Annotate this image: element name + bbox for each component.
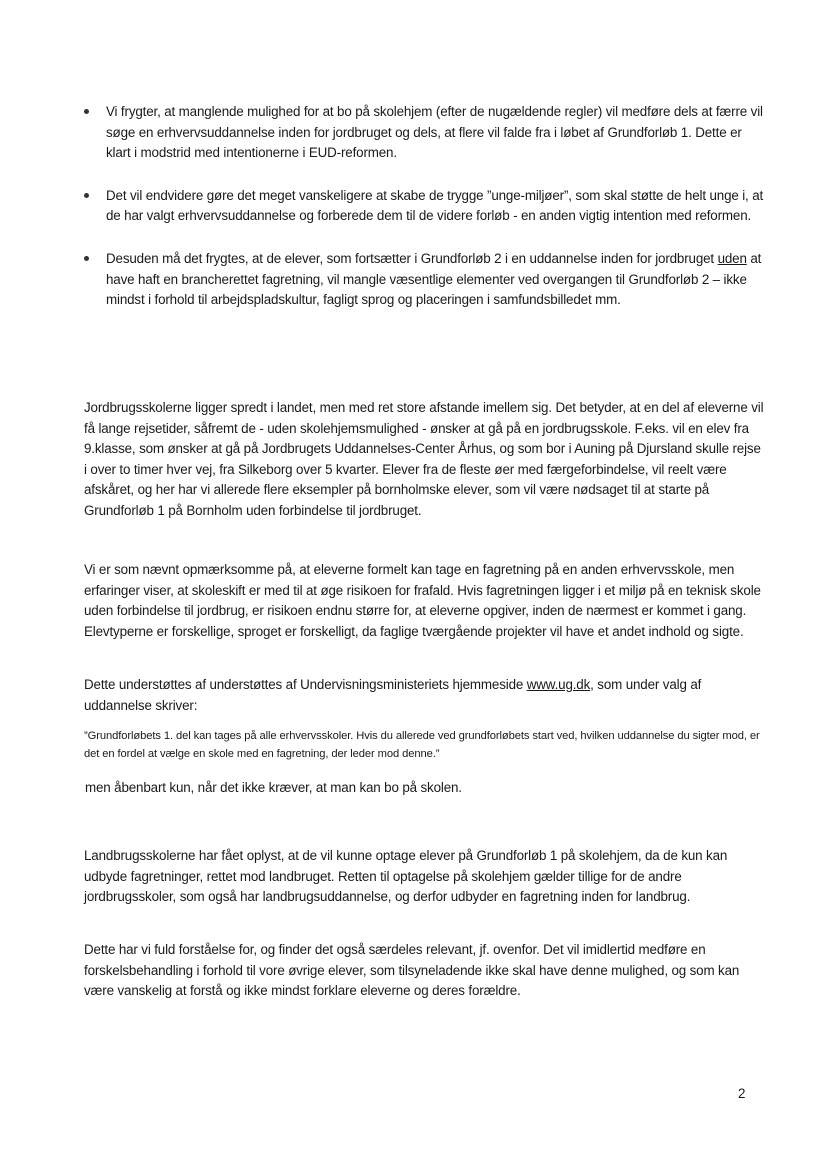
bullet-item-youth-environment [84, 186, 764, 227]
paragraph-understanding: Dette har vi fuld forståelse for, og finder det også særdeles relevant, jf. ovenfor. Det vil imidlertid medføre en forskelsbehandling i forhold til vore øvrige elever, som tilsyneladende ikke skal have denne mulighed, og som kan være vanskelig at forstå og ikke mindst forklare eleverne og deres forældre. [84, 942, 740, 999]
concerns-bullet-list [84, 102, 764, 333]
bullet-text-after: at have haft en brancherettet fagretning, vil mangle væsentlige elementer ved overgangen til Grundforløb 2 – ikke mindst i forhold til arbejdspladskultur, fagligt sprog og placeringen i samfundsbilledet mm. [106, 250, 762, 308]
bullet-icon [84, 256, 89, 261]
bullet-item-boarding [84, 102, 764, 164]
paragraph-apparently: men åbenbart kun, når det ikke kræver, at man kan bo på skolen. [85, 780, 462, 795]
paragraph-agri-schools: Landbrugsskolerne har fået oplyst, at de vil kunne optage elever på Grundforløb 1 på skolehjem, da de kun kan udbyde fagretninger, rettet mod landbruget. Retten til optagelse på skolehjem gælder tillige for de andre jordbrugsskoler, som også har landbrugsuddannelse, og derfor udbyder en fagretning inden for landbrug. [84, 848, 728, 905]
support-text-before: Dette understøttes af understøttes af Undervisningsministeriets hjemmeside [84, 677, 527, 692]
bullet-text-before: Desuden må det frygtes, at de elever, som fortsætter i Grundforløb 2 i en uddannelse inden for jordbruget [106, 250, 718, 266]
bullet-icon [84, 109, 89, 114]
paragraph-school-change: Vi er som nævnt opmærksomme på, at eleverne formelt kan tage en fagretning på en anden erhvervsskole, men erfaringer viser, at skoleskift er med til at øge risikoen for frafald. Hvis fagretningen ligger i et miljø på en teknisk skole uden forbindelse til jordbrug, er risikoen endnu større for, at eleverne opgiver, inden de nærmest er kommet i gang. Elevtyperne er forskellige, sproget er forskelligt, da faglige tværgående projekter vil have et andet indhold og sigte. [84, 562, 761, 639]
ug-dk-link[interactable]: www.ug.dk [526, 677, 591, 692]
underlined-word: uden [717, 250, 747, 266]
bullet-item-grundforloeb-2 [84, 249, 764, 311]
bullet-icon [84, 193, 89, 198]
quote-block: ”Grundforløbets 1. del kan tages på alle erhvervsskoler. Hvis du allerede ved grundforløbets start ved, hvilken uddannelse du sigter mod, er det en fordel at vælge en skole med en fagretning, der leder mod denne.” [84, 730, 760, 760]
bullet-text [106, 251, 761, 307]
bullet-text: Det vil endvidere gøre det meget vanskeligere at skabe de trygge ”unge-miljøer”, som skal støtte de helt unge i, at de har valgt erhvervsuddannelse og forberede dem til de videre forløb - en anden vigtig intention med reformen. [106, 187, 764, 224]
paragraph-support [84, 675, 764, 716]
support-text-after: , som under valg af uddannelse skriver: [84, 677, 702, 713]
bullet-text: Vi frygter, at manglende mulighed for at bo på skolehjem (efter de nugældende regler) vil medføre dels at færre vil søge en erhvervsuddannelse inden for jordbruget og dels, at flere vil falde fra i løbet af Grundforløb 1. Dette er klart i modstrid med intentionerne i EUD-reformen. [106, 104, 763, 161]
page-number: 2 [738, 1086, 746, 1101]
paragraph-distances: Jordbrugsskolerne ligger spredt i landet, men med ret store afstande imellem sig. Det betyder, at en del af eleverne vil få lange rejsetider, såfremt de - uden skolehjemsmulighed - ønsker at gå på en jordbrugsskole. F.eks. vil en elev fra 9.klasse, som ønsker at gå på Jordbrugets Uddannelses-Center Århus, og som bor i Auning på Djursland skulle rejse i over to timer hver vej, fra Silkeborg over 5 kvarter. Elever fra de fleste øer med færgeforbindelse, vil reelt være afskåret, og her har vi allerede flere eksempler på bornholmske elever, som vil være nødsaget til at starte på Grundforløb 1 på Bornholm uden forbindelse til jordbruget. [84, 400, 764, 518]
